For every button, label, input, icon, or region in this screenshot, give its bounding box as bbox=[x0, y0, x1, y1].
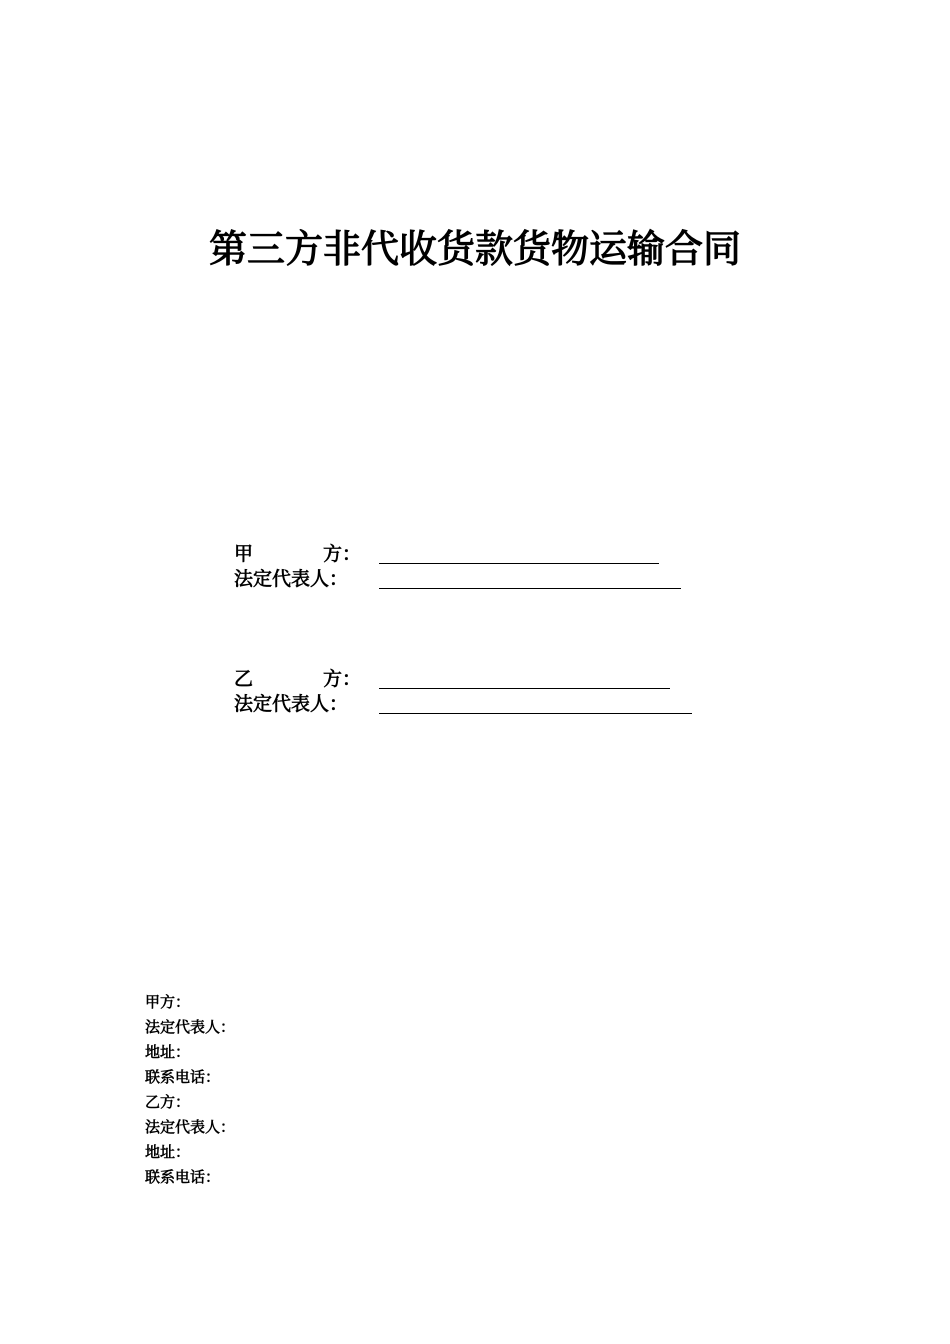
contact-info-block bbox=[145, 990, 235, 1190]
party-a-label-char1: 甲 bbox=[234, 543, 254, 565]
info-party-b-rep-label: 法定代表人： bbox=[145, 1118, 236, 1136]
info-party-a-phone-label: 联系电话： bbox=[145, 1068, 221, 1086]
party-b-label-char1: 乙 bbox=[234, 668, 254, 690]
party-b-label-char2: 方： bbox=[323, 668, 362, 690]
document-title: 第三方非代收货款货物运输合同 bbox=[208, 227, 741, 271]
party-b-rep-row bbox=[234, 691, 704, 717]
party-b-name-row bbox=[234, 666, 704, 692]
info-party-a-rep-label: 法定代表人： bbox=[145, 1018, 236, 1036]
party-a-label-char2: 方： bbox=[323, 543, 362, 565]
party-b-name-blank-line bbox=[379, 688, 670, 689]
party-b-rep-label: 法定代表人： bbox=[234, 693, 349, 715]
info-party-b-address-label: 地址： bbox=[145, 1143, 191, 1161]
info-party-a-address-label: 地址： bbox=[145, 1043, 191, 1061]
party-a-rep-blank-line bbox=[379, 588, 681, 589]
party-a-name-blank-line bbox=[379, 563, 659, 564]
info-party-a-label: 甲方： bbox=[145, 993, 191, 1011]
party-a-rep-label: 法定代表人： bbox=[234, 568, 349, 590]
party-a-rep-row bbox=[234, 566, 694, 592]
info-party-b-label: 乙方： bbox=[145, 1093, 191, 1111]
party-b-rep-blank-line bbox=[379, 713, 692, 714]
info-party-b-phone-label: 联系电话： bbox=[145, 1168, 221, 1186]
party-a-name-row bbox=[234, 541, 694, 567]
